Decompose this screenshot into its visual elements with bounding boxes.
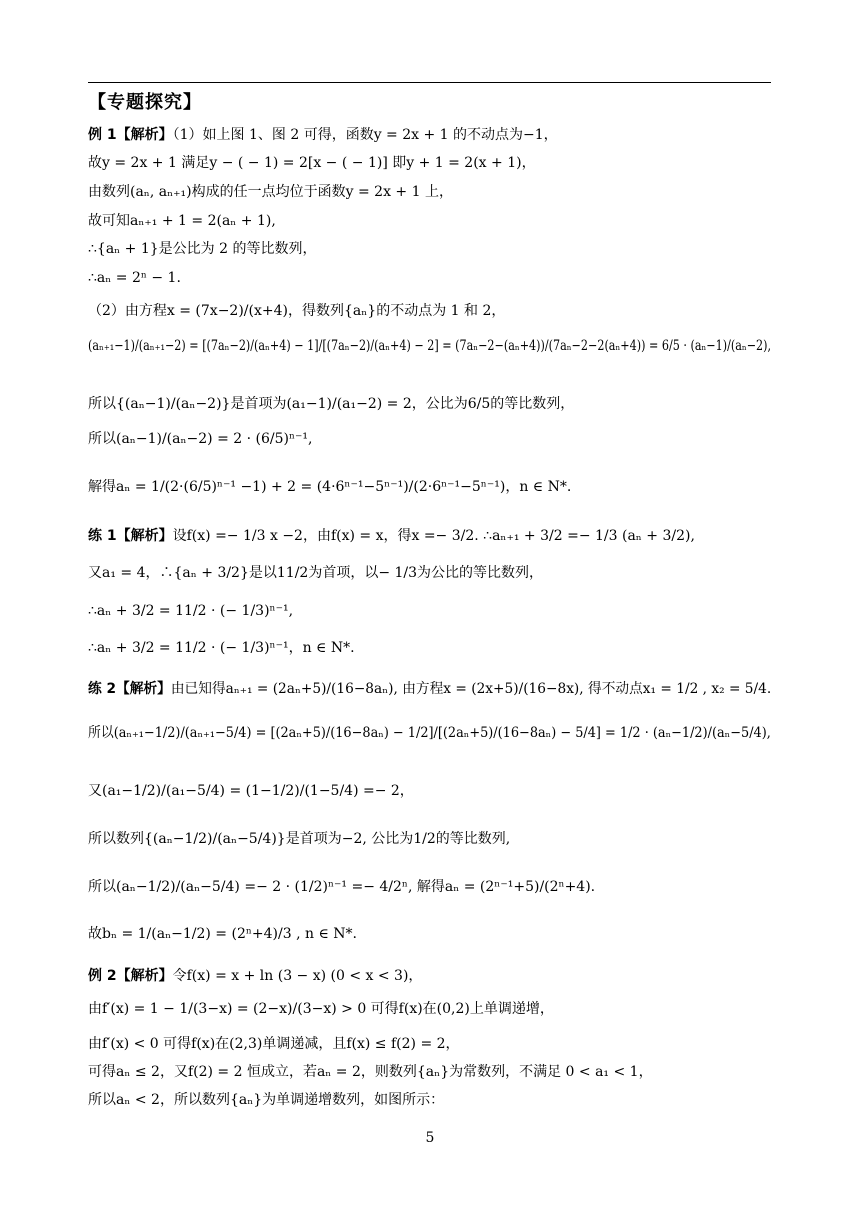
solution-text: 由已知得aₙ₊₁ = (2aₙ+5)/(16−8aₙ), 由方程x = (2x+5)/(16−8x), 得不动点x₁ = 1/2 , x₂ = 5/4. [170, 681, 772, 697]
solution-line [88, 154, 536, 172]
solution-text: ∴aₙ + 3/2 = 11/2 · (− 1/3)ⁿ⁻¹，n ∈ N*. [88, 640, 355, 656]
solution-line [88, 269, 181, 287]
solution-line [88, 430, 313, 448]
solution-text: 设f(x) =− 1/3 x −2，由f(x) = x，得x =− 3/2. ∴aₙ₊₁ + 3/2 =− 1/3 (aₙ + 3/2), [172, 528, 695, 544]
solution-line [88, 967, 422, 985]
solution-text: 又(a₁−1/2)/(a₁−5/4) = (1−1/2)/(1−5/4) =− 2， [88, 783, 414, 799]
solution-line [88, 478, 571, 496]
solution-text: 故y = 2x + 1 满足y − ( − 1) = 2[x − ( − 1)] 即y + 1 = 2(x + 1)， [88, 155, 536, 171]
solution-line [88, 395, 574, 413]
solution-line [88, 240, 316, 258]
solution-text: 所以(aₙ₊₁−1/2)/(aₙ₊₁−5/4) = [(2aₙ+5)/(16−8aₙ) − 1/2]/[(2aₙ+5)/(16−8aₙ) − 5/4] = 1/2 · (aₙ−1/2)/(aₙ−5/4), [88, 725, 771, 741]
solution-line [88, 782, 414, 800]
solution-text: ∴aₙ + 3/2 = 11/2 · (− 1/3)ⁿ⁻¹, [88, 603, 294, 619]
solution-line [88, 680, 771, 698]
solution-line [88, 564, 543, 582]
solution-line [88, 925, 357, 943]
solution-line [88, 1063, 653, 1081]
solution-text: (aₙ₊₁−1)/(aₙ₊₁−2) = [(7aₙ−2)/(aₙ+4) − 1]/[(7aₙ−2)/(aₙ+4) − 2] = (7aₙ−2−(aₙ+4))/(7aₙ−2−2(aₙ+4)) = 6/5 · (aₙ−1)/(aₙ−2), [88, 338, 772, 354]
solution-line [88, 212, 276, 230]
solution-line [88, 602, 293, 620]
solution-text: 由f′(x) < 0 可得f(x)在(2,3)单调递减，且f(x) ≤ f(2) = 2， [88, 1036, 460, 1052]
solution-label: 练 1【解析】 [88, 528, 173, 544]
solution-line [88, 183, 453, 201]
solution-line [88, 1000, 554, 1018]
solution-text: 所以数列{(aₙ−1/2)/(aₙ−5/4)}是首项为−2, 公比为1/2的等比数列, [88, 831, 511, 847]
solution-line [88, 724, 771, 742]
solution-text: 又a₁ = 4，∴{aₙ + 3/2}是以11/2为首项，以− 1/3为公比的等比数列， [88, 565, 544, 581]
solution-text: （2）由方程x = (7x−2)/(x+4)，得数列{aₙ}的不动点为 1 和 2， [88, 303, 506, 319]
solution-line [88, 639, 355, 657]
solution-line [88, 302, 505, 320]
solution-line [88, 337, 771, 355]
solution-text: （1）如上图 1、图 2 可得，函数y = 2x + 1 的不动点为−1， [172, 127, 558, 143]
solution-label: 练 2【解析】 [88, 681, 171, 697]
solution-line [88, 830, 510, 848]
solution-line [88, 527, 695, 545]
solution-text: 由f′(x) = 1 − 1/(3−x) = (2−x)/(3−x) > 0 可得f(x)在(0,2)上单调递增， [88, 1001, 554, 1017]
solution-line [88, 878, 595, 896]
solution-text: 解得aₙ = 1/(2·(6/5)ⁿ⁻¹ −1) + 2 = (4·6ⁿ⁻¹−5ⁿ⁻¹)/(2·6ⁿ⁻¹−5ⁿ⁻¹)，n ∈ N*. [88, 479, 572, 495]
solution-text: 所以aₙ < 2，所以数列{aₙ}为单调递增数列，如图所示： [88, 1092, 445, 1108]
solution-text: 所以(aₙ−1)/(aₙ−2) = 2 · (6/5)ⁿ⁻¹, [88, 431, 313, 447]
header-rule [88, 82, 771, 83]
solution-label: 例 2【解析】 [88, 968, 173, 984]
solution-text: ∴aₙ = 2ⁿ − 1. [88, 270, 181, 286]
solution-line [88, 1035, 460, 1053]
solution-text: ∴{aₙ + 1}是公比为 2 的等比数列， [88, 241, 317, 257]
solution-line [88, 126, 558, 144]
solution-text: 由数列(aₙ, aₙ₊₁)构成的任一点均位于函数y = 2x + 1 上， [88, 184, 453, 200]
solution-text: 故bₙ = 1/(aₙ−1/2) = (2ⁿ+4)/3 , n ∈ N*. [88, 926, 357, 942]
page-number: 5 [425, 1130, 435, 1146]
solution-text: 令f(x) = x + ln (3 − x) (0 < x < 3)， [172, 968, 423, 984]
solution-text: 故可知aₙ₊₁ + 1 = 2(aₙ + 1), [88, 213, 276, 229]
solution-text: 可得aₙ ≤ 2，又f(2) = 2 恒成立，若aₙ = 2，则数列{aₙ}为常数列，不满足 0 < a₁ < 1， [88, 1064, 653, 1080]
solution-text: 所以(aₙ−1/2)/(aₙ−5/4) =− 2 · (1/2)ⁿ⁻¹ =− 4/2ⁿ, 解得aₙ = (2ⁿ⁻¹+5)/(2ⁿ+4). [88, 879, 596, 895]
solution-line [88, 1091, 444, 1109]
solution-text: 所以{(aₙ−1)/(aₙ−2)}是首项为(a₁−1)/(a₁−2) = 2，公比为6/5的等比数列， [88, 396, 575, 412]
solution-label: 例 1【解析】 [88, 127, 173, 143]
section-title: 【专题探究】 [88, 92, 202, 113]
